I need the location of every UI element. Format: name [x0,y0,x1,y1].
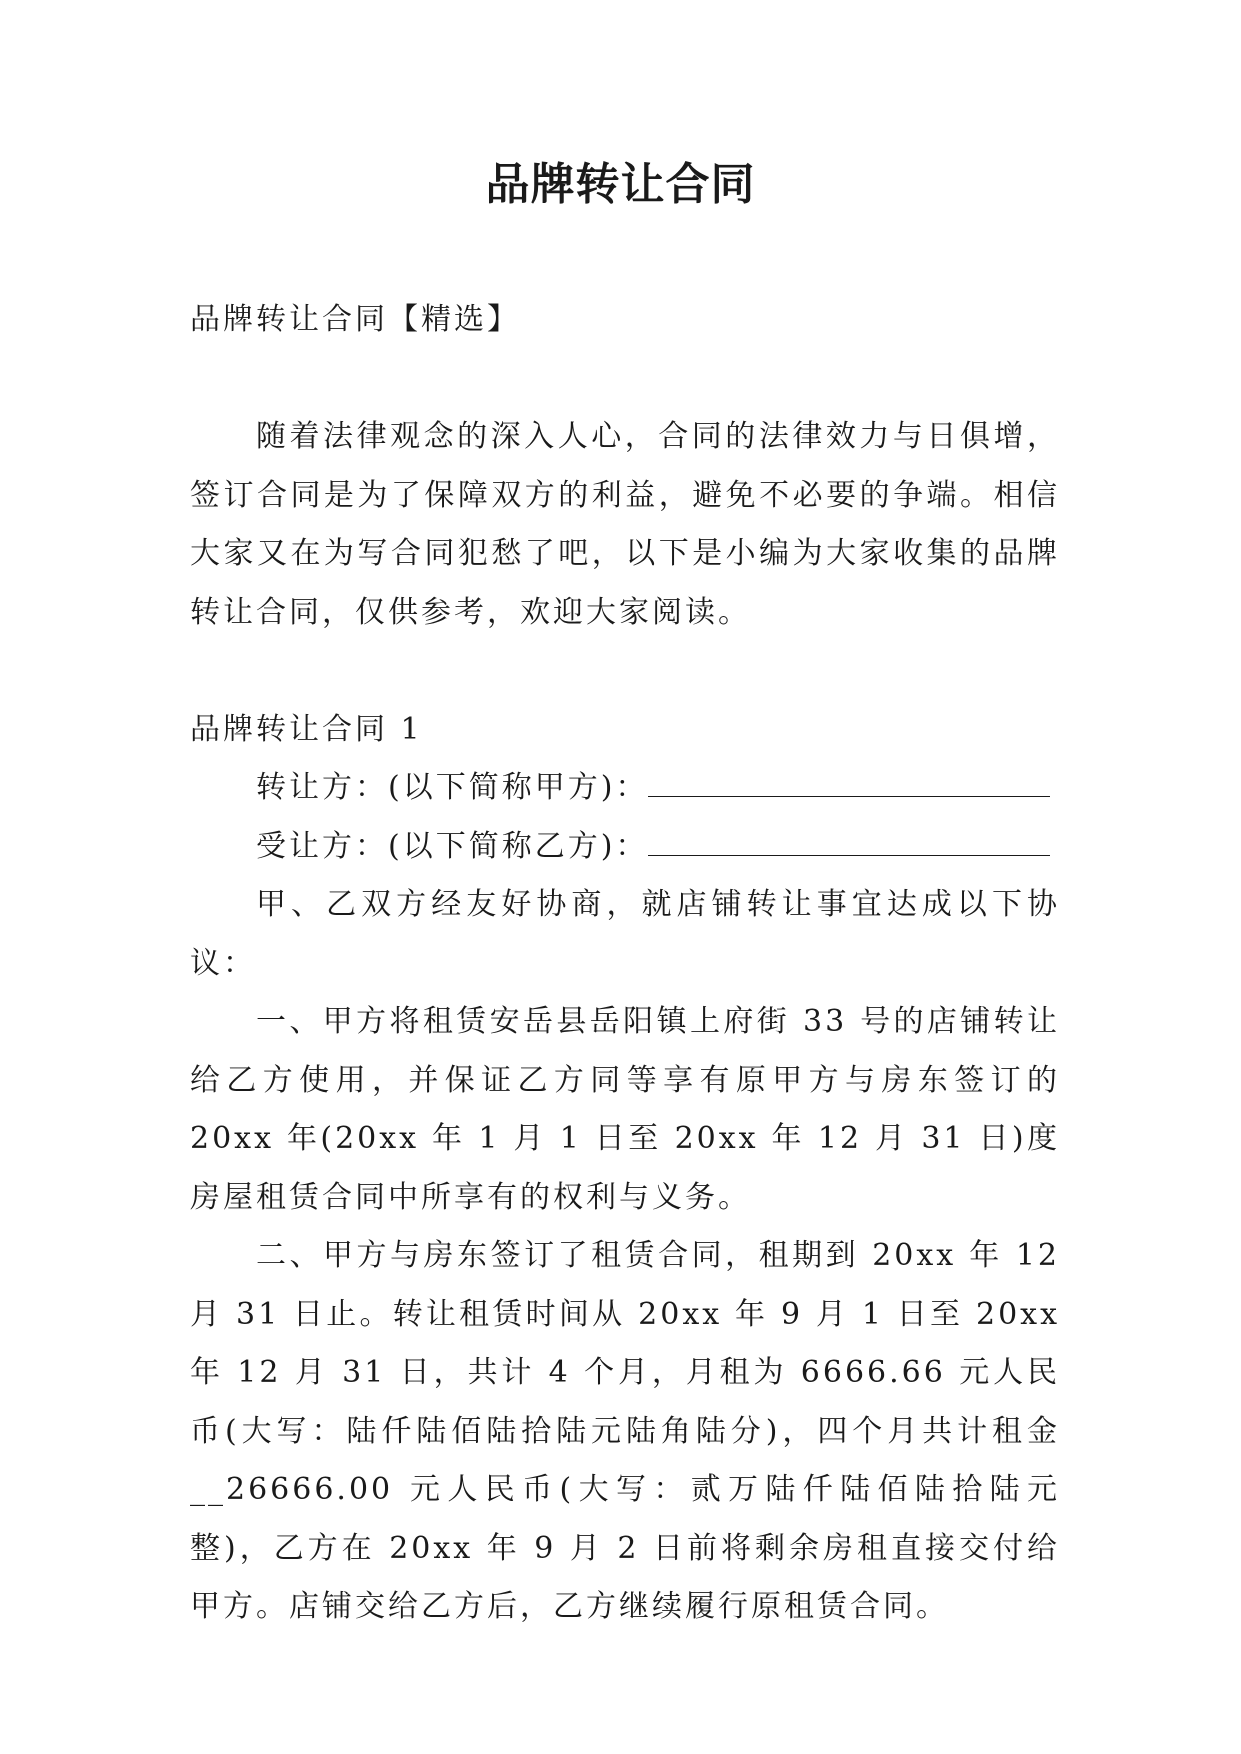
intro-paragraph: 随着法律观念的深入人心，合同的法律效力与日俱增，签订合同是为了保障双方的利益，避免不必要的争端。相信大家又在为写合同犯愁了吧，以下是小编为大家收集的品牌转让合同，仅供参考，欢迎大家阅读。 [190,419,1060,630]
document-body [190,291,1060,1637]
clause-2-paragraph: 二、甲方与房东签订了租赁合同，租期到 20xx 年 12 月 31 日止。转让租赁时间从 20xx 年 9 月 1 日至 20xx 年 12 月 31 日，共计 4 个月，月租为 6666.66 元人民币(大写：陆仟陆佰陆拾陆元陆角陆分)，四个月共计租金__26666.00 元人民币(大写：贰万陆仟陆佰陆拾陆元整)，乙方在 20xx 年 9 月 2 日前将剩余房租直接交付给甲方。店铺交给乙方后，乙方继续履行原租赁合同。 [190,1238,1060,1624]
agreement-paragraph: 甲、乙双方经友好协商，就店铺转让事宜达成以下协议： [190,887,1060,981]
party-a-label: 转让方：(以下简称甲方)： [256,770,649,805]
section-heading: 品牌转让合同 1 [190,711,423,747]
document-title: 品牌转让合同 [485,159,756,210]
party-a-line [190,759,1060,818]
clause-1-paragraph: 一、甲方将租赁安岳县岳阳镇上府街 33 号的店铺转让给乙方使用，并保证乙方同等享有原甲方与房东签订的 20xx 年(20xx 年 1 月 1 日至 20xx 年 12 月 31 日)度房屋租赁合同中所享有的权利与义务。 [190,1004,1060,1215]
party-b-line [190,818,1060,877]
party-b-label: 受让方：(以下简称乙方)： [256,828,649,864]
paragraph-gap [190,350,1060,409]
paragraph-gap [190,642,1060,701]
party-a-blank [648,766,1050,797]
party-b-blank [648,825,1050,856]
document-subtitle: 品牌转让合同【精选】 [190,302,520,337]
